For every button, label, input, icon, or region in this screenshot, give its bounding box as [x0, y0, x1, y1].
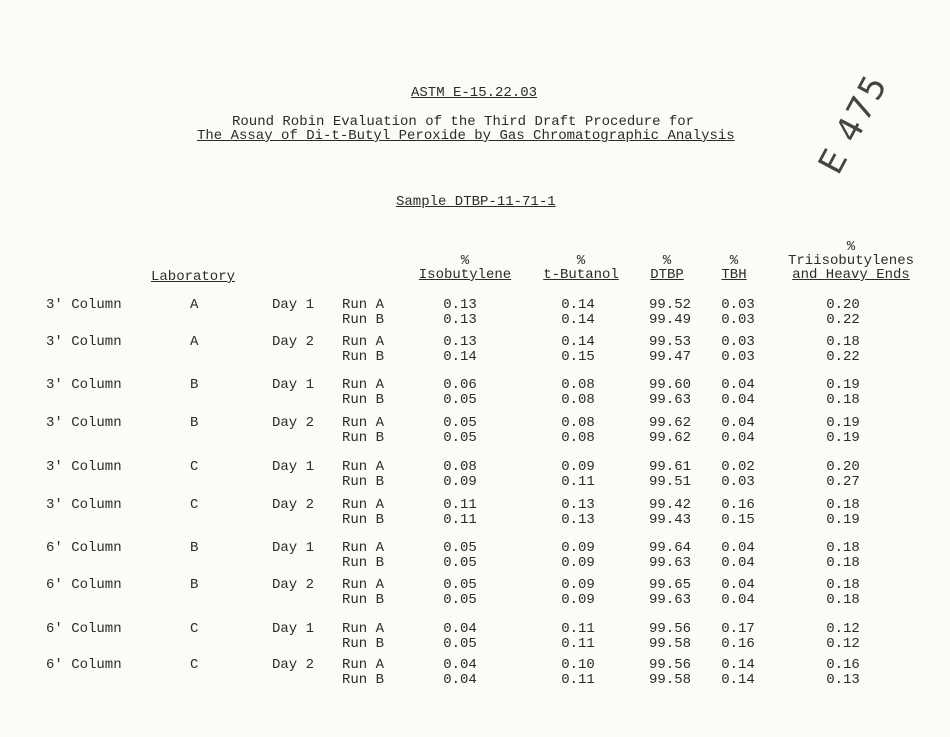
header-triisobutylenes: [776, 240, 926, 282]
tbh-value: 0.04: [721, 577, 755, 593]
isobutylene-value: 0.13: [443, 334, 477, 350]
run-cell: Run A: [342, 334, 385, 350]
dtbp-value: 99.58: [648, 672, 691, 688]
header-tbh-label: TBH: [721, 267, 747, 283]
isobutylene-value: 0.11: [443, 497, 477, 513]
tbutanol-value: 0.08: [561, 377, 595, 393]
laboratory-cell: C: [190, 621, 199, 637]
tbh-value: 0.03: [721, 334, 755, 350]
tbutanol-value: 0.09: [561, 540, 595, 556]
handwritten-annotation: E 475: [810, 67, 897, 181]
isobutylene-value: 0.05: [443, 592, 477, 608]
isobutylene-value: 0.05: [443, 392, 477, 408]
dtbp-value: 99.60: [648, 377, 691, 393]
run-cell: Run B: [342, 555, 385, 571]
run-cell: Run B: [342, 592, 385, 608]
title-line-1: Round Robin Evaluation of the Third Draft Procedure for: [232, 114, 695, 130]
column-length-cell: 6' Column: [46, 657, 122, 673]
dtbp-value: 99.62: [648, 415, 691, 431]
header-dtbp-label: DTBP: [650, 267, 684, 283]
triisobutylenes-value: 0.18: [826, 577, 860, 593]
tbh-value: 0.15: [721, 512, 755, 528]
laboratory-cell: B: [190, 540, 199, 556]
tbutanol-value: 0.15: [561, 349, 595, 365]
isobutylene-value: 0.13: [443, 312, 477, 328]
tbutanol-value: 0.10: [561, 657, 595, 673]
triisobutylenes-value: 0.19: [826, 415, 860, 431]
tbutanol-value: 0.08: [561, 392, 595, 408]
tbh-value: 0.03: [721, 349, 755, 365]
run-cell: Run A: [342, 377, 385, 393]
tbh-value: 0.16: [721, 497, 755, 513]
column-length-cell: 3' Column: [46, 459, 122, 475]
laboratory-cell: A: [190, 297, 199, 313]
document-designation: ASTM E-15.22.03: [411, 85, 538, 101]
run-cell: Run B: [342, 430, 385, 446]
run-cell: Run A: [342, 415, 385, 431]
run-cell: Run B: [342, 512, 385, 528]
tbutanol-value: 0.14: [561, 297, 595, 313]
dtbp-value: 99.47: [648, 349, 691, 365]
triisobutylenes-value: 0.19: [826, 377, 860, 393]
dtbp-value: 99.61: [648, 459, 691, 475]
header-dtbp: [642, 254, 692, 282]
column-length-cell: 6' Column: [46, 540, 122, 556]
isobutylene-value: 0.05: [443, 577, 477, 593]
column-length-cell: 6' Column: [46, 577, 122, 593]
header-dtbp-pct: %: [662, 253, 672, 269]
dtbp-value: 99.56: [648, 657, 691, 673]
run-cell: Run A: [342, 459, 385, 475]
tbutanol-value: 0.09: [561, 577, 595, 593]
triisobutylenes-value: 0.18: [826, 334, 860, 350]
tbutanol-value: 0.08: [561, 430, 595, 446]
triisobutylenes-value: 0.20: [826, 459, 860, 475]
dtbp-value: 99.42: [648, 497, 691, 513]
header-isobutylene: [410, 254, 520, 282]
isobutylene-value: 0.04: [443, 621, 477, 637]
header-tbh: [712, 254, 756, 282]
dtbp-value: 99.43: [648, 512, 691, 528]
dtbp-value: 99.63: [648, 555, 691, 571]
header-triiso-line1: Triisobutylenes: [787, 253, 915, 269]
run-cell: Run A: [342, 497, 385, 513]
dtbp-value: 99.63: [648, 592, 691, 608]
tbh-value: 0.04: [721, 555, 755, 571]
isobutylene-value: 0.05: [443, 636, 477, 652]
run-cell: Run A: [342, 540, 385, 556]
laboratory-cell: B: [190, 377, 199, 393]
laboratory-cell: C: [190, 657, 199, 673]
header-tbutanol-label: t-Butanol: [543, 267, 619, 283]
column-length-cell: 3' Column: [46, 415, 122, 431]
dtbp-value: 99.64: [648, 540, 691, 556]
isobutylene-value: 0.06: [443, 377, 477, 393]
day-cell: Day 1: [272, 621, 315, 637]
run-cell: Run A: [342, 297, 385, 313]
tbh-value: 0.04: [721, 540, 755, 556]
dtbp-value: 99.65: [648, 577, 691, 593]
triisobutylenes-value: 0.18: [826, 555, 860, 571]
isobutylene-value: 0.04: [443, 672, 477, 688]
day-cell: Day 2: [272, 497, 315, 513]
tbutanol-value: 0.09: [561, 555, 595, 571]
tbh-value: 0.17: [721, 621, 755, 637]
run-cell: Run B: [342, 636, 385, 652]
tbutanol-value: 0.08: [561, 415, 595, 431]
title-line-2: The Assay of Di-t-Butyl Peroxide by Gas Chromatographic Analysis: [197, 128, 735, 144]
header-tbh-pct: %: [729, 253, 739, 269]
laboratory-cell: A: [190, 334, 199, 350]
triisobutylenes-value: 0.27: [826, 474, 860, 490]
isobutylene-value: 0.09: [443, 474, 477, 490]
day-cell: Day 2: [272, 415, 315, 431]
dtbp-value: 99.62: [648, 430, 691, 446]
day-cell: Day 2: [272, 657, 315, 673]
tbh-value: 0.04: [721, 430, 755, 446]
tbh-value: 0.14: [721, 657, 755, 673]
tbutanol-value: 0.11: [561, 636, 595, 652]
tbutanol-value: 0.11: [561, 474, 595, 490]
run-cell: Run B: [342, 312, 385, 328]
dtbp-value: 99.56: [648, 621, 691, 637]
sample-id: Sample DTBP-11-71-1: [396, 194, 556, 210]
isobutylene-value: 0.05: [443, 540, 477, 556]
triisobutylenes-value: 0.18: [826, 592, 860, 608]
day-cell: Day 1: [272, 540, 315, 556]
laboratory-cell: C: [190, 497, 199, 513]
isobutylene-value: 0.05: [443, 415, 477, 431]
header-tbutanol: [536, 254, 626, 282]
triisobutylenes-value: 0.16: [826, 657, 860, 673]
header-triiso-line2: and Heavy Ends: [792, 267, 910, 283]
tbutanol-value: 0.11: [561, 621, 595, 637]
column-length-cell: 6' Column: [46, 621, 122, 637]
triisobutylenes-value: 0.12: [826, 621, 860, 637]
tbh-value: 0.02: [721, 459, 755, 475]
run-cell: Run B: [342, 474, 385, 490]
tbh-value: 0.04: [721, 415, 755, 431]
isobutylene-value: 0.04: [443, 657, 477, 673]
isobutylene-value: 0.13: [443, 297, 477, 313]
run-cell: Run A: [342, 657, 385, 673]
triisobutylenes-value: 0.22: [826, 312, 860, 328]
triisobutylenes-value: 0.22: [826, 349, 860, 365]
tbh-value: 0.16: [721, 636, 755, 652]
tbh-value: 0.14: [721, 672, 755, 688]
triisobutylenes-value: 0.13: [826, 672, 860, 688]
day-cell: Day 1: [272, 377, 315, 393]
dtbp-value: 99.52: [648, 297, 691, 313]
isobutylene-value: 0.14: [443, 349, 477, 365]
laboratory-cell: B: [190, 577, 199, 593]
triisobutylenes-value: 0.19: [826, 512, 860, 528]
dtbp-value: 99.51: [648, 474, 691, 490]
isobutylene-value: 0.05: [443, 555, 477, 571]
day-cell: Day 2: [272, 577, 315, 593]
isobutylene-value: 0.08: [443, 459, 477, 475]
column-length-cell: 3' Column: [46, 377, 122, 393]
triisobutylenes-value: 0.12: [826, 636, 860, 652]
tbh-value: 0.03: [721, 312, 755, 328]
triisobutylenes-value: 0.20: [826, 297, 860, 313]
tbutanol-value: 0.09: [561, 592, 595, 608]
isobutylene-value: 0.11: [443, 512, 477, 528]
run-cell: Run B: [342, 672, 385, 688]
triisobutylenes-value: 0.18: [826, 392, 860, 408]
tbh-value: 0.03: [721, 297, 755, 313]
tbutanol-value: 0.13: [561, 497, 595, 513]
column-length-cell: 3' Column: [46, 334, 122, 350]
run-cell: Run B: [342, 349, 385, 365]
header-triiso-pct: %: [846, 239, 856, 255]
tbh-value: 0.03: [721, 474, 755, 490]
triisobutylenes-value: 0.19: [826, 430, 860, 446]
day-cell: Day 1: [272, 297, 315, 313]
column-length-cell: 3' Column: [46, 497, 122, 513]
dtbp-value: 99.63: [648, 392, 691, 408]
tbutanol-value: 0.09: [561, 459, 595, 475]
day-cell: Day 1: [272, 459, 315, 475]
day-cell: Day 2: [272, 334, 315, 350]
tbutanol-value: 0.13: [561, 512, 595, 528]
header-tbutanol-pct: %: [576, 253, 586, 269]
header-isobutylene-pct: %: [460, 253, 470, 269]
tbh-value: 0.04: [721, 377, 755, 393]
dtbp-value: 99.49: [648, 312, 691, 328]
tbh-value: 0.04: [721, 592, 755, 608]
header-isobutylene-label: Isobutylene: [418, 267, 512, 283]
laboratory-cell: C: [190, 459, 199, 475]
tbutanol-value: 0.14: [561, 312, 595, 328]
dtbp-value: 99.53: [648, 334, 691, 350]
tbutanol-value: 0.14: [561, 334, 595, 350]
run-cell: Run A: [342, 577, 385, 593]
triisobutylenes-value: 0.18: [826, 540, 860, 556]
triisobutylenes-value: 0.18: [826, 497, 860, 513]
isobutylene-value: 0.05: [443, 430, 477, 446]
column-length-cell: 3' Column: [46, 297, 122, 313]
dtbp-value: 99.58: [648, 636, 691, 652]
tbh-value: 0.04: [721, 392, 755, 408]
header-laboratory: Laboratory: [151, 269, 236, 285]
run-cell: Run A: [342, 621, 385, 637]
tbutanol-value: 0.11: [561, 672, 595, 688]
laboratory-cell: B: [190, 415, 199, 431]
run-cell: Run B: [342, 392, 385, 408]
